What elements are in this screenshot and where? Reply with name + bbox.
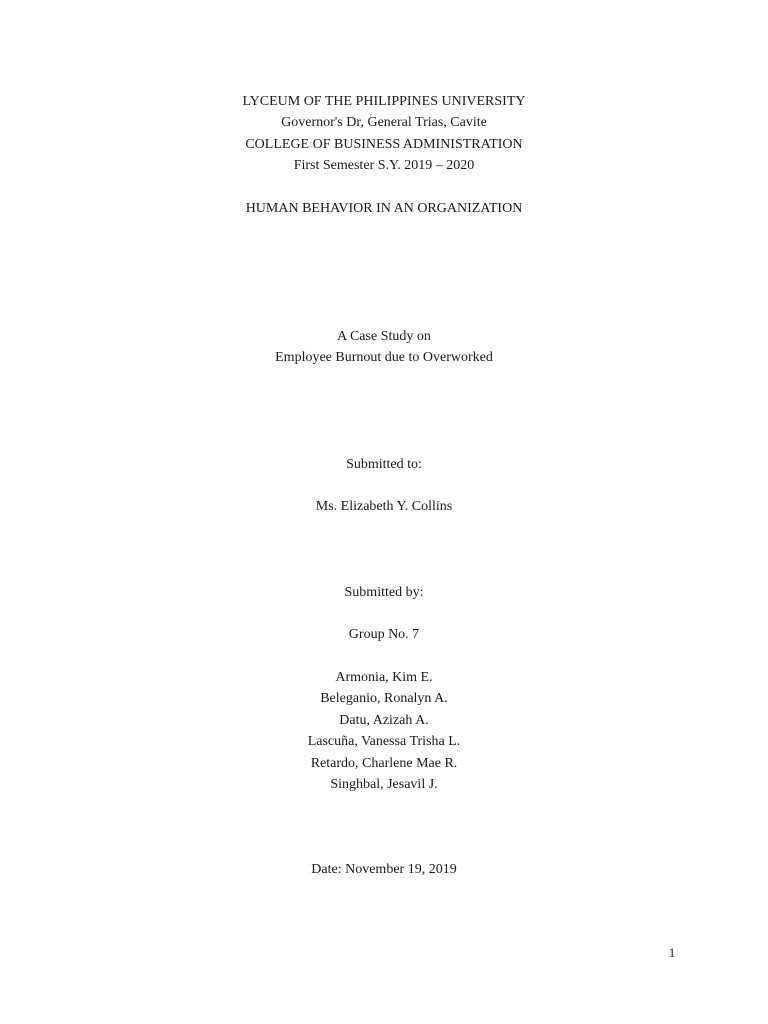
group-member: Lascuña, Vanessa Trisha L. [307, 734, 461, 749]
group-member: Armonia, Kim E. [335, 670, 433, 685]
page-number: 1 [668, 945, 676, 960]
university-name: LYCEUM OF THE PHILIPPINES UNIVERSITY [242, 94, 526, 109]
case-study-intro: A Case Study on [337, 329, 431, 344]
university-address: Governor's Dr, General Trias, Cavite [281, 115, 487, 130]
submission-date: Date: November 19, 2019 [311, 862, 457, 877]
group-number: Group No. 7 [348, 627, 420, 642]
case-study-topic: Employee Burnout due to Overworked [275, 350, 493, 365]
submitted-to-name: Ms. Elizabeth Y. Collins [315, 499, 453, 514]
group-member: Singhbal, Jesavil J. [330, 777, 438, 792]
group-member: Retardo, Charlene Mae R. [310, 756, 458, 771]
semester-line: First Semester S.Y. 2019 – 2020 [293, 158, 475, 173]
group-member: Beleganio, Ronalyn A. [320, 691, 448, 706]
submitted-by-label: Submitted by: [344, 585, 424, 600]
group-member: Datu, Azizah A. [339, 713, 429, 728]
submitted-to-label: Submitted to: [346, 457, 422, 472]
college-name: COLLEGE OF BUSINESS ADMINISTRATION [245, 137, 523, 152]
course-title: HUMAN BEHAVIOR IN AN ORGANIZATION [245, 201, 523, 216]
